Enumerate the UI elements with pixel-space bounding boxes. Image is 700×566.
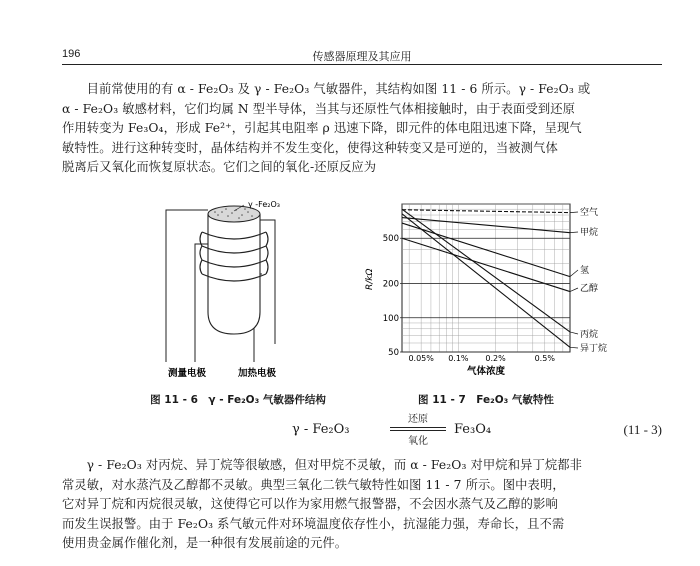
paragraph-line: 脱离后又氧化而恢复原状态。它们之间的氧化-还原反应为	[62, 160, 377, 174]
series-leader	[570, 332, 578, 334]
y-axis-label: R/kΩ	[365, 268, 375, 290]
series-label: 氢	[580, 266, 590, 276]
y-tick-label: 50	[388, 348, 399, 358]
tube-body	[208, 214, 260, 334]
figure-7-caption: 图 11 - 7 Fe₂O₃ 气敏特性	[418, 394, 554, 406]
label-measure-electrode: 测量电极	[168, 368, 207, 379]
series-leader	[570, 232, 578, 233]
figure-11-7	[360, 198, 620, 388]
y-tick-labels	[383, 234, 570, 358]
x-tick-label: 0.5%	[534, 354, 555, 363]
equation-number: (11 - 3)	[623, 422, 662, 437]
series-labels	[570, 206, 607, 354]
paragraph-line: 常灵敏，对水蒸汽及乙醇都不灵敏。典型三氧化二铁气敏特性如图 11 - 7 所示。图中表明，	[62, 477, 565, 492]
series-leader	[570, 288, 578, 292]
paragraph-line: α - Fe₂O₃ 敏感材料，它们均属 N 型半导体，当其与还原性气体相接触时，由于表面受到还原	[62, 101, 576, 116]
series-leader	[570, 212, 578, 213]
series-label: 丙烷	[580, 330, 599, 340]
sensor-structure-diagram	[130, 194, 350, 384]
paragraph-line: 作用转变为 Fe₃O₄，形成 Fe²⁺，引起其电阻率 ρ 迅速下降，即元件的体电阻迅速下降，呈现气	[62, 121, 582, 135]
paragraph-line: 而发生误报警。由于 Fe₂O₃ 系气敏元件对环境温度依存性小，抗湿能力强，寿命长，且不需	[62, 516, 565, 531]
equation-below: 氧化	[408, 436, 428, 447]
x-tick-label: 0.2%	[485, 354, 506, 363]
equation-arrow	[388, 410, 448, 446]
running-title: 传感器原理及其应用	[312, 50, 412, 63]
label-heat-electrode: 加热电极	[238, 368, 277, 379]
x-tick-labels	[408, 354, 555, 363]
series-label: 甲烷	[580, 228, 599, 238]
figure-11-6	[130, 194, 350, 384]
chart-grid	[402, 204, 570, 352]
x-tick-label: 0.05%	[408, 354, 434, 363]
y-tick-label: 100	[382, 313, 399, 324]
x-axis-label: 气体浓度	[466, 366, 506, 377]
series-label: 乙醇	[580, 284, 599, 294]
material-label: γ -Fe₂O₃	[248, 200, 280, 209]
figure-6-caption: 图 11 - 6 γ - Fe₂O₃ 气敏器件结构	[150, 394, 326, 406]
x-tick-label: 0.1%	[448, 354, 469, 363]
paragraph-line: 敏特性。进行这种转变时，晶体结构并不发生变化，使得这种转变又是可逆的，当被测气体	[62, 140, 558, 155]
series-leader	[570, 270, 578, 277]
series-label: 空气	[580, 208, 599, 218]
paragraph-line: 目前常使用的有 α - Fe₂O₃ 及 γ - Fe₂O₃ 气敏器件，其结构如图 11 - 6 所示。γ - Fe₂O₃ 或	[86, 82, 591, 96]
equation-above: 还原	[408, 414, 428, 425]
paragraph-line: 使用贵金属作催化剂，是一种很有发展前途的元件。	[62, 536, 348, 550]
equation-right: Fe₃O₄	[454, 422, 492, 437]
series-leader	[570, 347, 578, 348]
equation-left: γ - Fe₂O₃	[292, 422, 350, 437]
gas-sensitivity-chart	[360, 198, 620, 388]
page-number: 196	[62, 48, 81, 60]
header-rule	[62, 64, 662, 65]
paragraph-1	[62, 80, 662, 178]
equation-11-3	[292, 410, 662, 446]
series-label: 异丁烷	[580, 344, 608, 354]
paragraph-line: γ - Fe₂O₃ 对丙烷、异丁烷等很敏感，但对甲烷不灵敏，而 α - Fe₂O₃ 对甲烷和异丁烷都非	[86, 458, 583, 472]
y-tick-label: 200	[382, 279, 399, 290]
y-tick-label: 500	[382, 234, 399, 245]
paragraph-2	[62, 456, 662, 554]
paragraph-line: 它对异丁烷和丙烷很灵敏，这使得它可以作为家用燃气报警器，不会因水蒸气及乙醇的影响	[62, 497, 558, 511]
